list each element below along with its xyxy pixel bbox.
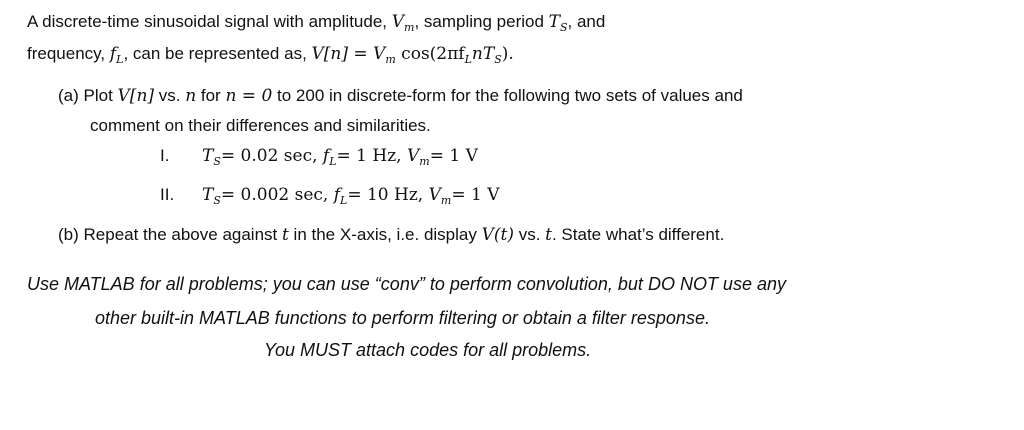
note-line-1: Use MATLAB for all problems; you can use “conv” to perform convolution, but DO NOT use any — [27, 274, 786, 294]
intro-line-2: frequency, $f_L$, can be represented as, $V[n] = V_m$ $\cos(2\pi f_LnT_S)$. — [27, 44, 514, 66]
part-b-line: (b) Repeat the above against t in the X-axis, i.e. display V(t) vs. t. State what’s different. — [58, 225, 725, 245]
item-2-values: $T_S= 0.002$ sec, $f_L= 10$ Hz, $V_m= 1$ V — [202, 185, 500, 207]
note-line-2: other built-in MATLAB functions to perform filtering or obtain a filter response. — [95, 308, 710, 328]
part-a-label: (a) — [58, 86, 79, 105]
part-a-line-1: (a) Plot V[n] vs. n for n = 0 to 200 in discrete-form for the following two sets of values and — [58, 86, 743, 106]
item-1-numeral: I. — [160, 146, 170, 165]
part-b-label: (b) — [58, 225, 79, 244]
signal-equation: V[n] = V — [311, 44, 386, 64]
item-1-values: $T_S= 0.02$ sec, $f_L= 1$ Hz, $V_m= 1$ V — [202, 146, 478, 168]
note-line-3: You MUST attach codes for all problems. — [264, 340, 592, 360]
part-a-line-2: comment on their differences and similarities. — [90, 116, 431, 135]
item-2-numeral: II. — [160, 185, 175, 204]
intro-line-1: A discrete-time sinusoidal signal with amplitude, $V_m$, sampling period $T_S$, and — [27, 12, 606, 34]
